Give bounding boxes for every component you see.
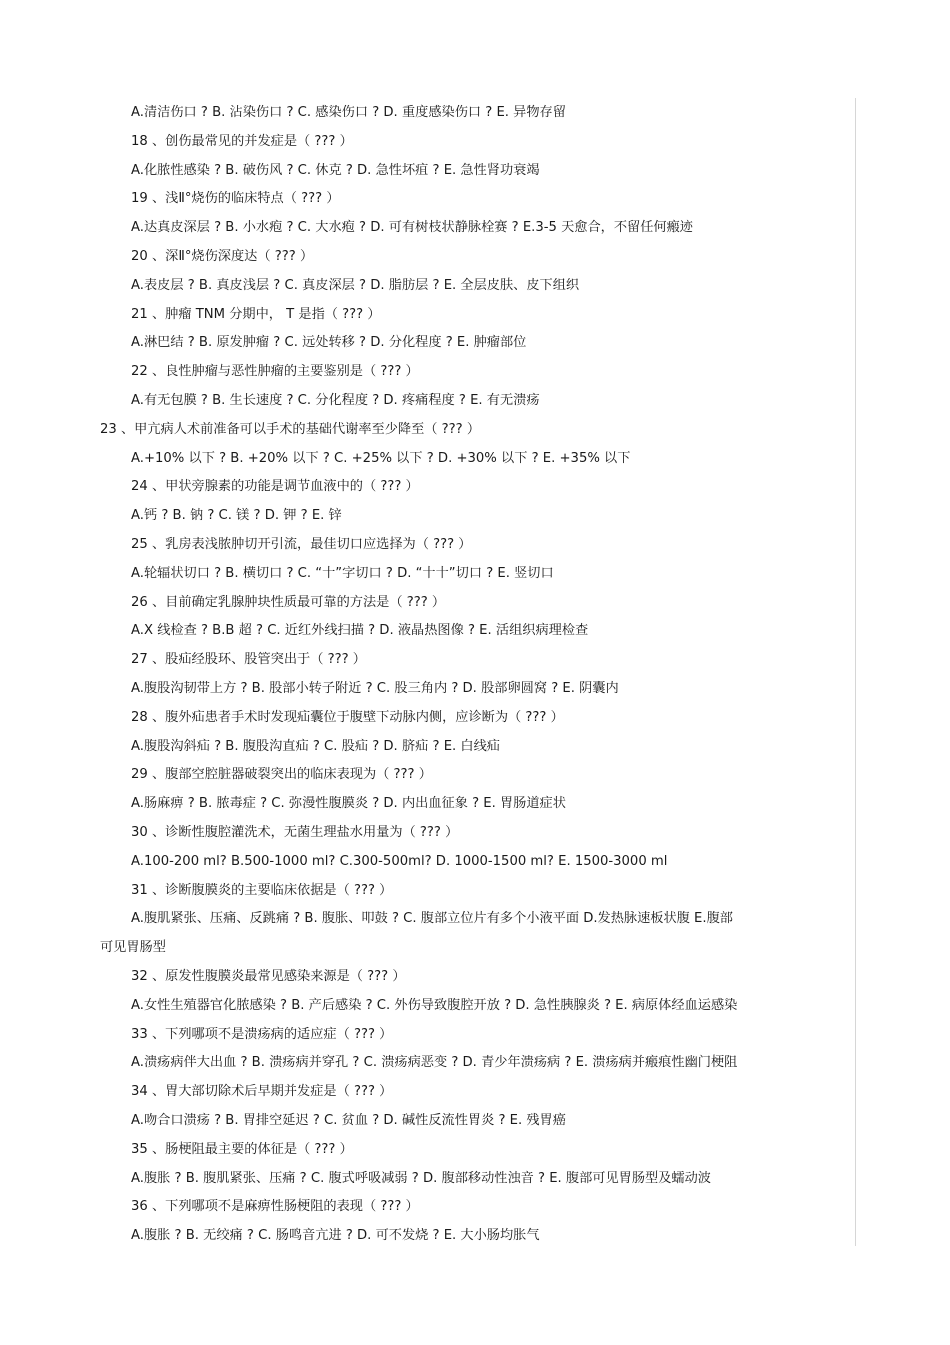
text-line: 20 、深Ⅱ°烧伤深度达（ ??? ）: [131, 249, 314, 264]
answer-options-line: A.+10% 以下 ? B. +20% 以下 ? C. +25% 以下 ? D. +30% 以下 ? E. +35% 以下: [131, 450, 631, 466]
text-line: 35 、肠梗阻最主要的体征是（ ??? ）: [131, 1141, 353, 1157]
answer-options-line: A.肠麻痹 ? B. 脓毒症 ? C. 弥漫性腹膜炎 ? D. 内出血征象 ? E. 胃肠道症状: [131, 796, 566, 812]
text-line: 29 、腹部空腔脏器破裂突出的临床表现为（ ??? ）: [131, 767, 432, 783]
text-line: 27 、股疝经股环、股管突出于（ ??? ）: [131, 652, 366, 668]
text-line: 34 、胃大部切除术后早期并发症是（ ??? ）: [131, 1084, 393, 1100]
answer-options-line: A.轮辐状切口 ? B. 横切口 ? C. “十”字切口 ? D. “十十”切口 ? E. 竖切口: [131, 565, 554, 581]
answer-options-line: A.淋巴结 ? B. 原发肿瘤 ? C. 远处转移 ? D. 分化程度 ? E. 肿瘤部位: [131, 335, 527, 351]
text-line: 21 、肿瘤 TNM 分期中， T 是指（ ??? ）: [131, 306, 381, 322]
answer-options-line: A.达真皮深层 ? B. 小水疱 ? C. 大水疱 ? D. 可有树枝状静脉栓赛 ? E.3-5 天愈合，不留任何瘢迹: [131, 220, 693, 236]
text-line: 32 、原发性腹膜炎最常见感染来源是（ ??? ）: [131, 969, 406, 984]
answer-options-line: A.化脓性感染 ? B. 破伤风 ? C. 休克 ? D. 急性坏疽 ? E. 急性肾功衰竭: [131, 162, 540, 178]
text-line: 24 、甲状旁腺素的功能是调节血液中的（ ??? ）: [131, 479, 419, 495]
text-line: 19 、浅Ⅱ°烧伤的临床特点（ ??? ）: [131, 191, 340, 207]
answer-options-line: A.100-200 ml? B.500-1000 ml? C.300-500ml? D. 1000-1500 ml? E. 1500-3000 ml: [131, 853, 668, 869]
answer-options-line: A.腹股沟韧带上方 ? B. 股部小转子附近 ? C. 股三角内 ? D. 股部卵圆窝 ? E. 阴囊内: [131, 681, 619, 696]
margin-rule: [855, 98, 856, 1246]
text-line: 28 、腹外疝患者手术时发现疝囊位于腹壁下动脉内侧，应诊断为（ ??? ）: [131, 709, 564, 725]
answer-options-line: A.女性生殖器官化脓感染 ? B. 产后感染 ? C. 外伤导致腹腔开放 ? D. 急性胰腺炎 ? E. 病原体经血运感染: [131, 997, 738, 1013]
text-line: 36 、下列哪项不是麻痹性肠梗阻的表现（ ??? ）: [131, 1199, 419, 1215]
text-line: 18 、创伤最常见的并发症是（ ??? ）: [131, 133, 353, 149]
answer-options-line: A.X 线检查 ? B.B 超 ? C. 近红外线扫描 ? D. 液晶热图像 ? E. 活组织病理检查: [131, 623, 589, 639]
text-line: 22 、良性肿瘤与恶性肿瘤的主要鉴别是（ ??? ）: [131, 364, 419, 380]
text-line: 可见胃肠型: [100, 940, 166, 956]
answer-options-line: A.腹股沟斜疝 ? B. 腹股沟直疝 ? C. 股疝 ? D. 脐疝 ? E. 白线疝: [131, 738, 500, 754]
answer-options-line: A.腹胀 ? B. 无绞痛 ? C. 肠鸣音亢进 ? D. 可不发烧 ? E. 大小肠均胀气: [131, 1228, 540, 1244]
text-line: 25 、乳房表浅脓肿切开引流，最佳切口应选择为（ ??? ）: [131, 537, 472, 552]
answer-options-line: A.钙 ? B. 钠 ? C. 镁 ? D. 钾 ? E. 锌: [131, 508, 342, 524]
text-line: 23 、甲亢病人术前准备可以手术的基础代谢率至少降至（ ??? ）: [100, 421, 481, 437]
text-line: 31 、诊断腹膜炎的主要临床依据是（ ??? ）: [131, 882, 393, 898]
answer-options-line: A.表皮层 ? B. 真皮浅层 ? C. 真皮深层 ? D. 脂肪层 ? E. 全层皮肤、皮下组织: [131, 277, 580, 293]
answer-options-line: A.腹肌紧张、压痛、反跳痛 ? B. 腹胀、叩鼓 ? C. 腹部立位片有多个小液平面 D.发热脉速板状腹 E.腹部: [131, 911, 733, 927]
text-line: 26 、目前确定乳腺肿块性质最可靠的方法是（ ??? ）: [131, 594, 446, 610]
answer-options-line: A.腹胀 ? B. 腹肌紧张、压痛 ? C. 腹式呼吸减弱 ? D. 腹部移动性浊音 ? E. 腹部可见胃肠型及蠕动波: [131, 1170, 711, 1186]
answer-options-line: A.清洁伤口 ? B. 沾染伤口 ? C. 感染伤口 ? D. 重度感染伤口 ? E. 异物存留: [131, 105, 566, 120]
answer-options-line: A.有无包膜 ? B. 生长速度 ? C. 分化程度 ? D. 疼痛程度 ? E. 有无溃疡: [131, 393, 540, 408]
text-line: 30 、诊断性腹腔灌洗术，无菌生理盐水用量为（ ??? ）: [131, 825, 459, 840]
answer-options-line: A.吻合口溃疡 ? B. 胃排空延迟 ? C. 贫血 ? D. 碱性反流性胃炎 ? E. 残胃癌: [131, 1113, 566, 1128]
answer-options-line: A.溃疡病伴大出血 ? B. 溃疡病并穿孔 ? C. 溃疡病恶变 ? D. 青少年溃疡病 ? E. 溃疡病并瘢痕性幽门梗阻: [131, 1055, 738, 1071]
text-line: 33 、下列哪项不是溃疡病的适应症（ ??? ）: [131, 1026, 393, 1042]
